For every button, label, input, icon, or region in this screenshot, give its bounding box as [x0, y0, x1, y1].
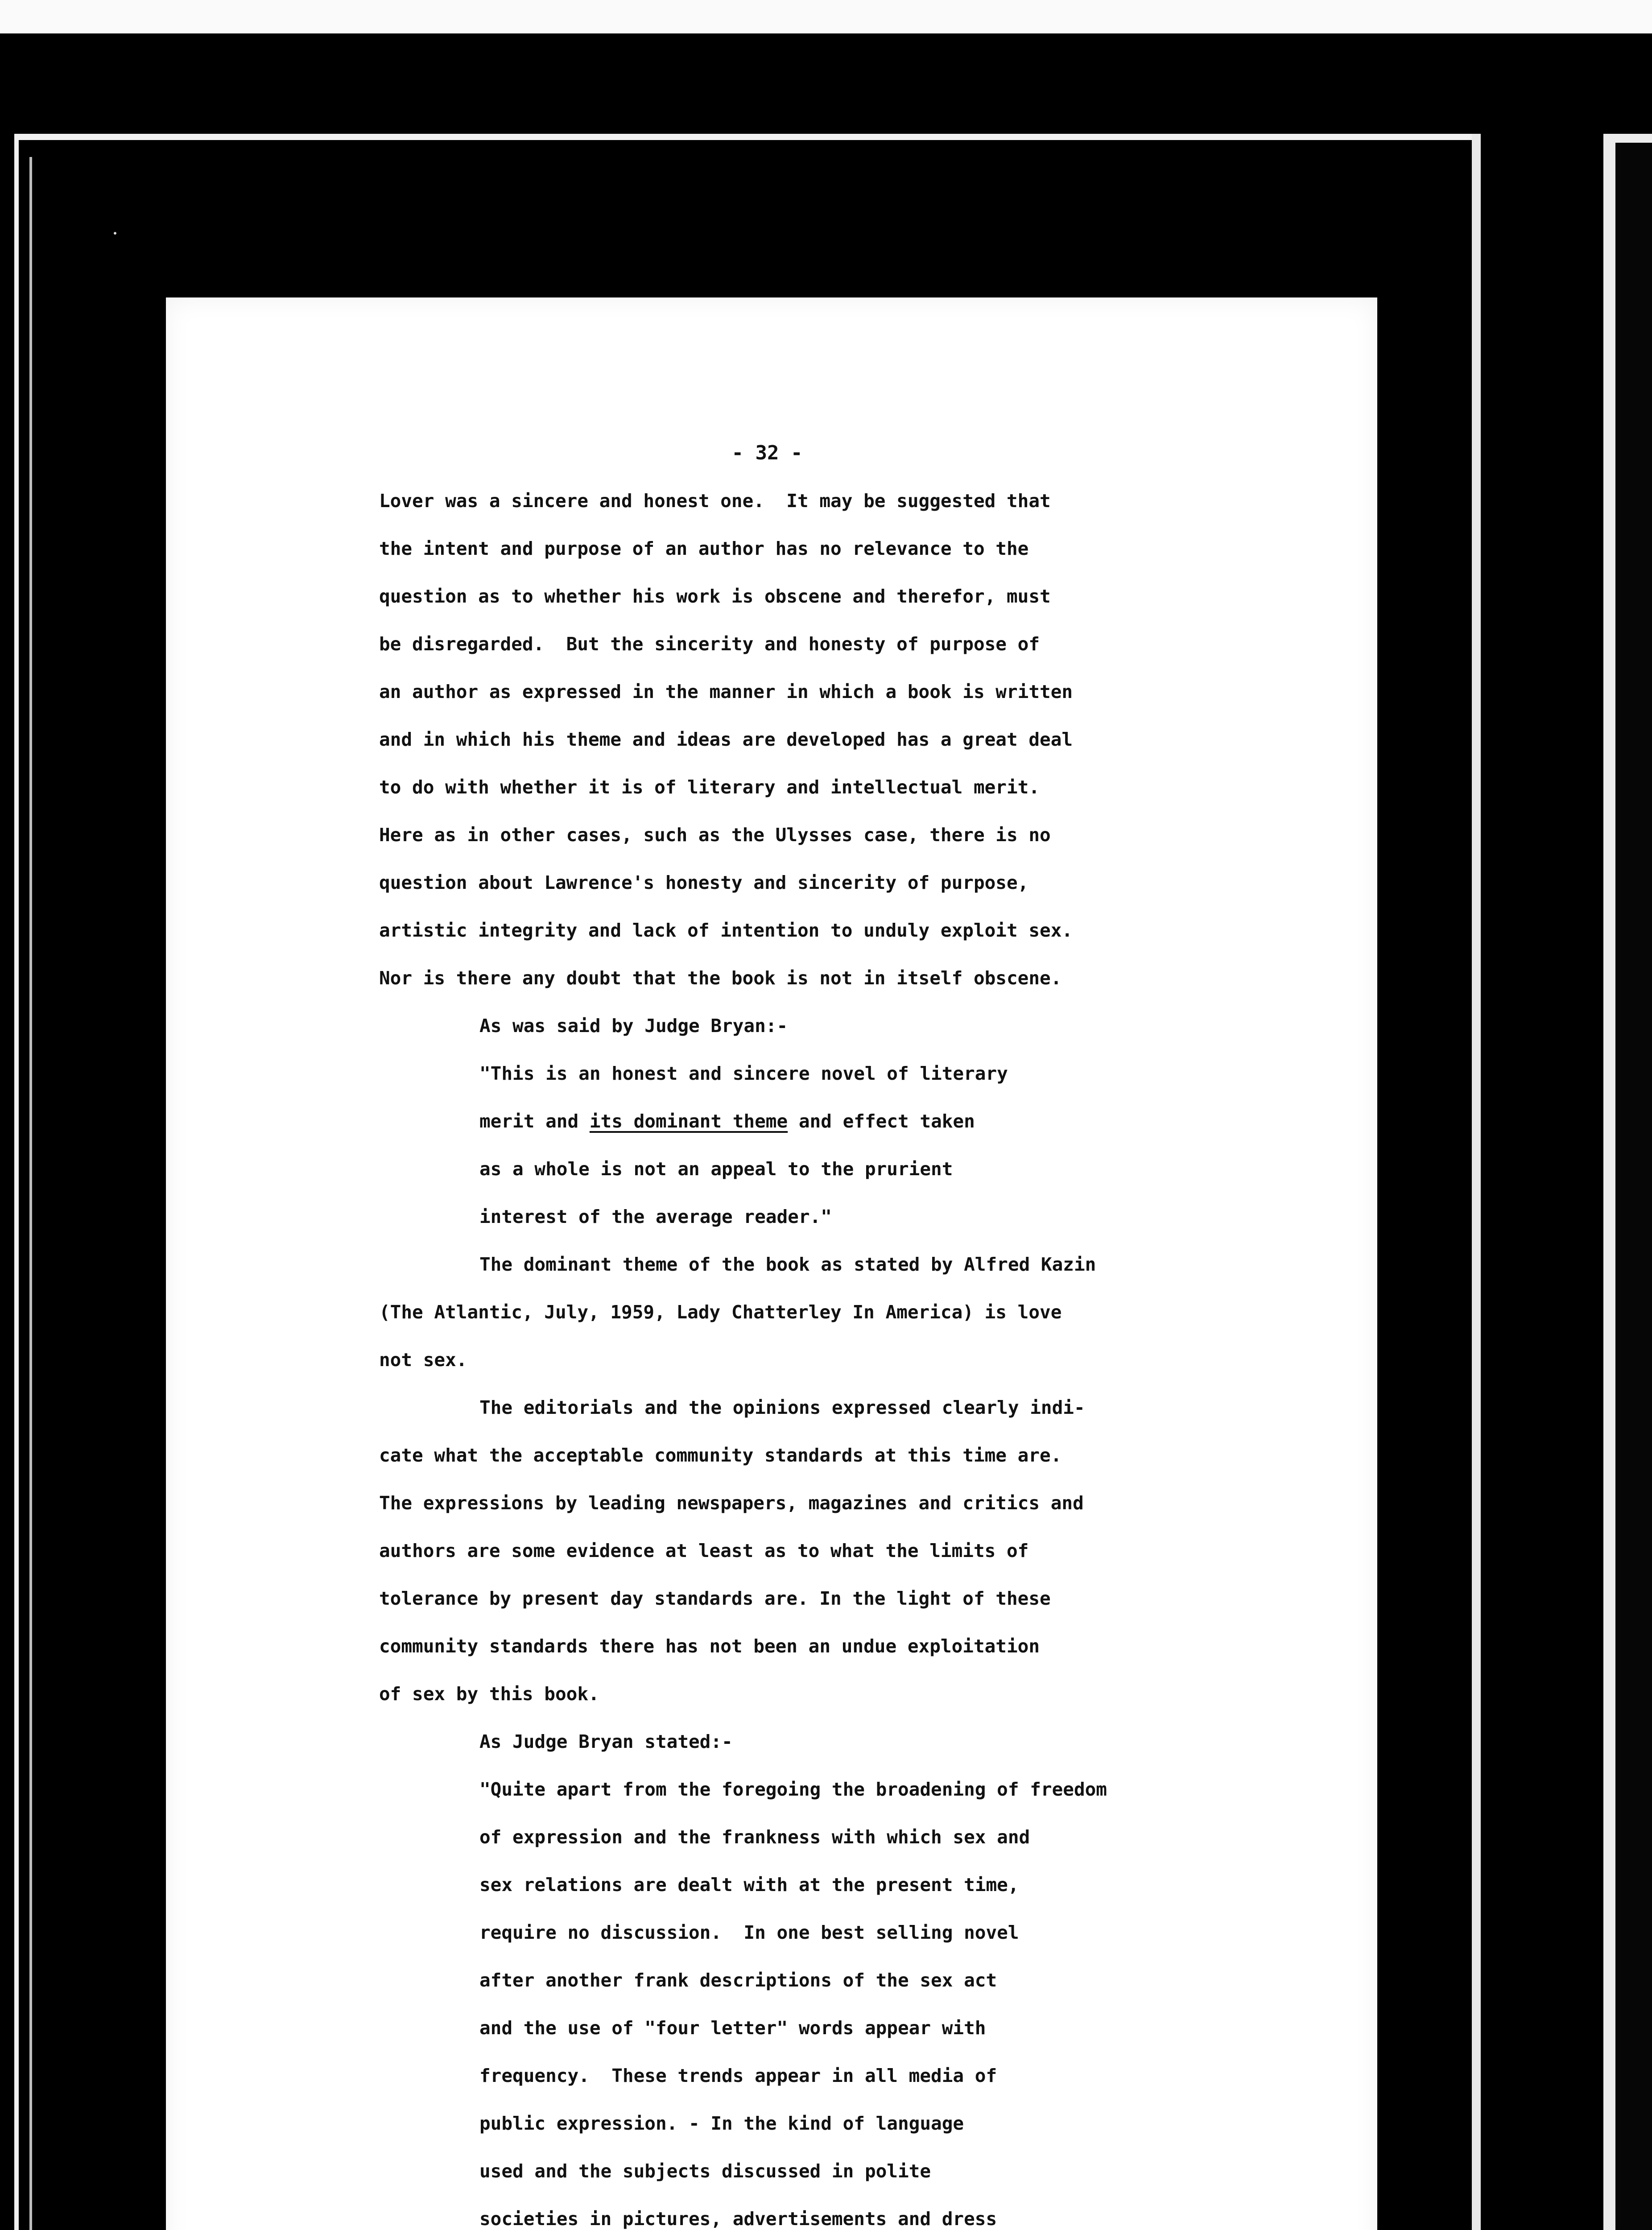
page-number: - 32 -: [731, 442, 803, 464]
document-line: as a whole is not an appeal to the prurient: [479, 1158, 953, 1180]
document-line: used and the subjects discussed in polite: [479, 2160, 931, 2182]
document-line: sex relations are dealt with at the present time,: [479, 1874, 1019, 1896]
document-line: As Judge Bryan stated:-: [479, 1731, 733, 1752]
document-line: of expression and the frankness with which sex and: [479, 1826, 1030, 1848]
document-line: The dominant theme of the book as stated by Alfred Kazin: [479, 1254, 1096, 1275]
document-line: "This is an honest and sincere novel of literary: [479, 1063, 1008, 1084]
film-frame-top-edge: [14, 134, 1477, 140]
document-line: to do with whether it is of literary and intellectual merit.: [379, 776, 1040, 798]
document-body: [379, 477, 1298, 2230]
film-inner-rule: [29, 157, 32, 2230]
line-text: merit and: [479, 1111, 590, 1132]
film-dust-speck: [114, 232, 116, 235]
document-line: "Quite apart from the foregoing the broadening of freedom: [479, 1779, 1107, 1800]
document-line: question about Lawrence's honesty and sincerity of purpose,: [379, 872, 1029, 893]
document-line: community standards there has not been an undue exploitation: [379, 1635, 1040, 1657]
document-line: not sex.: [379, 1349, 467, 1371]
film-top-strip: [0, 0, 1652, 33]
document-line: As was said by Judge Bryan:-: [479, 1015, 788, 1037]
document-line: authors are some evidence at least as to what the limits of: [379, 1540, 1029, 1561]
document-line: require no discussion. In one best selling novel: [479, 1922, 1019, 1943]
document-line: question as to whether his work is obscene and therefor, must: [379, 586, 1051, 607]
document-line: The expressions by leading newspapers, magazines and critics and: [379, 1492, 1084, 1514]
document-line: The editorials and the opinions expressed clearly indi-: [479, 1397, 1085, 1418]
document-line: Nor is there any doubt that the book is not in itself obscene.: [379, 967, 1062, 989]
film-frame-right-edge: [1472, 134, 1481, 2230]
line-text: and effect taken: [788, 1111, 975, 1132]
document-line: an author as expressed in the manner in which a book is written: [379, 681, 1073, 702]
document-line: and in which his theme and ideas are developed has a great deal: [379, 729, 1073, 750]
document-line: societies in pictures, advertisements and dress: [479, 2208, 997, 2230]
document-line: of sex by this book.: [379, 1683, 599, 1705]
underlined-phrase: its dominant theme: [589, 1111, 788, 1132]
document-line: (The Atlantic, July, 1959, Lady Chatterley In America) is love: [379, 1301, 1062, 1323]
document-line: public expression. - In the kind of language: [479, 2113, 964, 2134]
document-line: tolerance by present day standards are. In the light of these: [379, 1588, 1051, 1609]
document-line: and the use of "four letter" words appear with: [479, 2017, 986, 2039]
document-line: the intent and purpose of an author has no relevance to the: [379, 538, 1029, 559]
document-line: [379, 1098, 1298, 1145]
document-line: be disregarded. But the sincerity and honesty of purpose of: [379, 633, 1040, 655]
adjacent-frame-dark: [1615, 143, 1652, 2230]
document-line: cate what the acceptable community standards at this time are.: [379, 1445, 1062, 1466]
document-line: after another frank descriptions of the sex act: [479, 1970, 997, 1991]
document-line: frequency. These trends appear in all media of: [479, 2065, 997, 2086]
document-line: Lover was a sincere and honest one. It may be suggested that: [379, 490, 1051, 512]
document-line: interest of the average reader.": [479, 1206, 832, 1227]
film-frame-left-edge: [14, 138, 19, 2230]
document-line: Here as in other cases, such as the Ulysses case, there is no: [379, 824, 1051, 846]
document-line: artistic integrity and lack of intention to unduly exploit sex.: [379, 920, 1073, 941]
